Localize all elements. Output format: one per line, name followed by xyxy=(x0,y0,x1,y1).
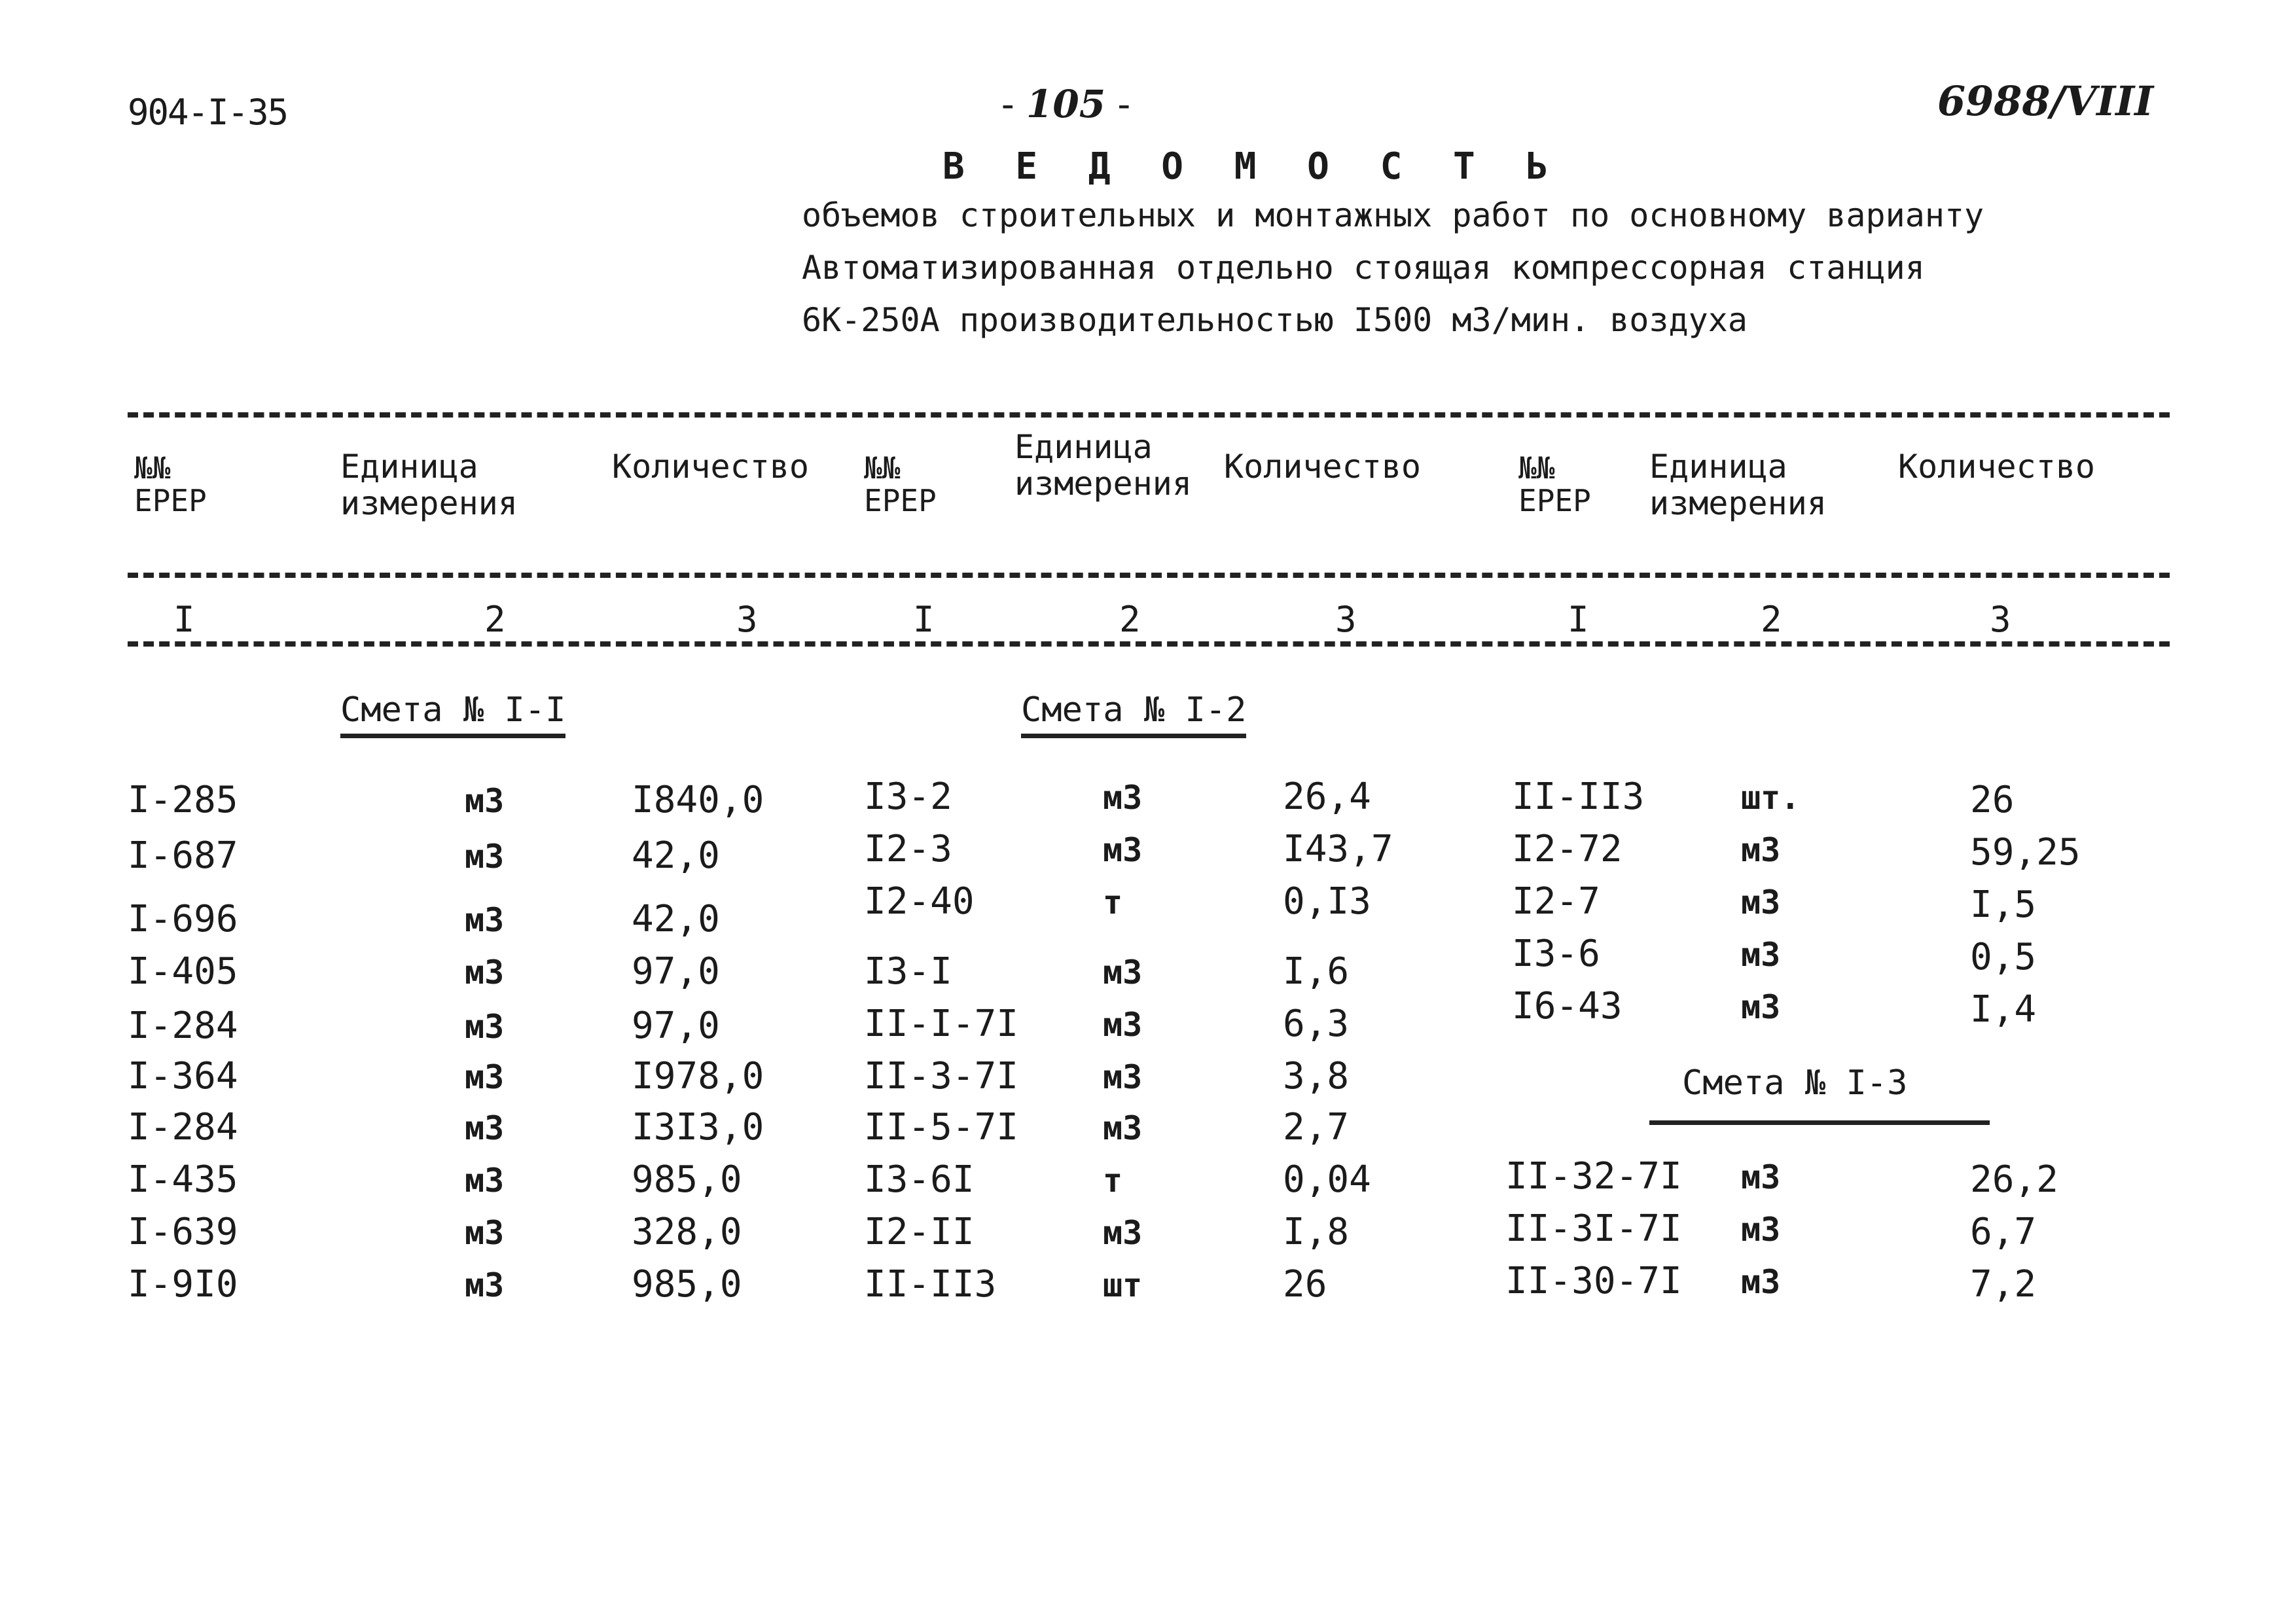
column-number: 3 xyxy=(730,599,764,640)
table-cell-qty: 7,2 xyxy=(1970,1263,2037,1306)
table-cell-code: I2-72 xyxy=(1512,828,1623,870)
table-cell-code: I-696 xyxy=(128,898,238,940)
table-cell-code: I-687 xyxy=(128,834,238,877)
section-title-4-underline xyxy=(1649,1120,1990,1125)
table-cell-code: I2-7 xyxy=(1512,880,1600,923)
table-cell-code: II-3-7I xyxy=(864,1055,1019,1097)
table-cell-qty: 26 xyxy=(1970,779,2015,821)
table-cell-qty: 985,0 xyxy=(632,1158,742,1201)
subtitle-line-1: объемов строительных и монтажных работ по основному варианту xyxy=(802,196,1984,234)
table-cell-unit: м3 xyxy=(1741,831,1781,869)
header-unit-group-2: Единица измерения xyxy=(1014,428,1192,503)
table-cell-code: I3-6 xyxy=(1512,933,1600,975)
table-cell-qty: 42,0 xyxy=(632,898,720,940)
column-number: I xyxy=(1561,599,1596,640)
column-number: 2 xyxy=(478,599,512,640)
table-cell-code: II-II3 xyxy=(1512,776,1645,818)
table-cell-code: I-9I0 xyxy=(128,1263,238,1306)
table-cell-qty: I840,0 xyxy=(632,779,764,821)
table-cell-code: I-639 xyxy=(128,1211,238,1253)
table-cell-code: I-284 xyxy=(128,1005,238,1047)
table-cell-code: II-32-7I xyxy=(1505,1155,1682,1198)
table-cell-unit: м3 xyxy=(1741,883,1781,921)
table-cell-qty: 985,0 xyxy=(632,1263,742,1306)
archive-number: 6988/VIII xyxy=(1937,77,2154,125)
table-cell-qty: 0,I3 xyxy=(1283,880,1371,923)
header-qty-group-2: Количество xyxy=(1224,448,1422,486)
table-cell-qty: 6,7 xyxy=(1970,1211,2037,1253)
table-cell-code: I-405 xyxy=(128,950,238,993)
table-cell-unit: м3 xyxy=(1741,936,1781,974)
header-code-group-2: №№ ЕРЕР xyxy=(864,450,937,518)
table-cell-qty: I,8 xyxy=(1283,1211,1350,1253)
table-cell-unit: м3 xyxy=(465,901,505,939)
table-cell-code: I6-43 xyxy=(1512,985,1623,1027)
table-cell-code: I2-II xyxy=(864,1211,975,1253)
column-number: 3 xyxy=(1983,599,2018,640)
table-cell-unit: м3 xyxy=(1103,1109,1143,1147)
page-number: 105 xyxy=(1026,82,1106,126)
table-cell-unit: м3 xyxy=(465,954,505,991)
column-number-rule xyxy=(128,641,2170,647)
page-number-block: - 105 - xyxy=(1001,82,1131,126)
table-cell-qty: 42,0 xyxy=(632,834,720,877)
column-number: I xyxy=(906,599,941,640)
table-cell-code: I-285 xyxy=(128,779,238,821)
section-title-4: Смета № I-3 xyxy=(1682,1063,1908,1103)
table-cell-code: I2-40 xyxy=(864,880,975,923)
column-number: 2 xyxy=(1754,599,1789,640)
table-cell-unit: м3 xyxy=(465,782,505,820)
table-cell-unit: м3 xyxy=(1103,1214,1143,1252)
table-cell-unit: м3 xyxy=(465,1214,505,1252)
table-cell-unit: м3 xyxy=(465,1162,505,1200)
table-cell-code: I3-2 xyxy=(864,776,952,818)
table-cell-qty: 26,4 xyxy=(1283,776,1371,818)
table-cell-qty: I3I3,0 xyxy=(632,1106,764,1149)
table-cell-qty: 59,25 xyxy=(1970,831,2081,874)
table-header-rule xyxy=(128,573,2170,578)
table-cell-code: II-5-7I xyxy=(864,1106,1019,1149)
section-title-1: Смета № I-I xyxy=(340,690,565,738)
subtitle-line-3: 6К-250А производительностью I500 м3/мин. воздуха xyxy=(802,301,1748,339)
table-cell-unit: м3 xyxy=(465,838,505,876)
table-cell-unit: м3 xyxy=(1741,1263,1781,1301)
table-cell-unit: шт xyxy=(1103,1266,1143,1304)
table-cell-qty: I978,0 xyxy=(632,1055,764,1097)
column-number: 2 xyxy=(1113,599,1147,640)
table-cell-unit: м3 xyxy=(1103,779,1143,817)
document-title: В Е Д О М О С Т Ь xyxy=(942,145,1563,188)
header-unit-group-1: Единица измерения xyxy=(340,448,518,522)
table-cell-unit: м3 xyxy=(1741,1158,1781,1196)
table-cell-unit: м3 xyxy=(1741,1211,1781,1249)
section-title-2: Смета № I-2 xyxy=(1021,690,1246,738)
table-cell-code: I3-6I xyxy=(864,1158,975,1201)
table-cell-unit: м3 xyxy=(1741,988,1781,1026)
table-cell-unit: шт. xyxy=(1741,779,1801,817)
table-cell-qty: I,4 xyxy=(1970,988,2037,1031)
table-cell-qty: 97,0 xyxy=(632,1005,720,1047)
document-code: 904-I-35 xyxy=(128,92,288,133)
table-cell-code: II-II3 xyxy=(864,1263,997,1306)
table-cell-unit: м3 xyxy=(465,1058,505,1096)
table-cell-code: II-I-7I xyxy=(864,1003,1019,1045)
header-code-group-1: №№ ЕРЕР xyxy=(134,450,207,518)
table-cell-unit: т xyxy=(1103,1162,1123,1200)
table-cell-qty: 2,7 xyxy=(1283,1106,1350,1149)
table-cell-code: I-364 xyxy=(128,1055,238,1097)
table-cell-code: II-3I-7I xyxy=(1505,1207,1682,1250)
table-cell-unit: м3 xyxy=(1103,1006,1143,1044)
column-number: I xyxy=(167,599,202,640)
table-cell-unit: м3 xyxy=(1103,1058,1143,1096)
table-cell-unit: м3 xyxy=(465,1109,505,1147)
table-top-rule xyxy=(128,412,2170,418)
table-cell-qty: 3,8 xyxy=(1283,1055,1350,1097)
table-cell-unit: м3 xyxy=(465,1266,505,1304)
header-unit-group-3: Единица измерения xyxy=(1649,448,1827,522)
table-cell-qty: 26 xyxy=(1283,1263,1327,1306)
table-cell-qty: I,6 xyxy=(1283,950,1350,993)
table-cell-code: II-30-7I xyxy=(1505,1260,1682,1302)
table-cell-qty: 0,04 xyxy=(1283,1158,1371,1201)
subtitle-line-2: Автоматизированная отдельно стоящая компрессорная станция xyxy=(802,249,1925,287)
header-qty-group-1: Количество xyxy=(612,448,810,486)
table-cell-code: I-435 xyxy=(128,1158,238,1201)
table-cell-qty: I43,7 xyxy=(1283,828,1393,870)
table-cell-code: I2-3 xyxy=(864,828,952,870)
table-cell-qty: 0,5 xyxy=(1970,936,2037,978)
table-cell-unit: м3 xyxy=(1103,831,1143,869)
table-cell-code: I-284 xyxy=(128,1106,238,1149)
table-cell-code: I3-I xyxy=(864,950,952,993)
header-qty-group-3: Количество xyxy=(1898,448,2096,486)
table-cell-unit: т xyxy=(1103,883,1123,921)
table-cell-unit: м3 xyxy=(1103,954,1143,991)
table-cell-qty: 97,0 xyxy=(632,950,720,993)
table-cell-qty: 6,3 xyxy=(1283,1003,1350,1045)
table-cell-unit: м3 xyxy=(465,1008,505,1046)
column-number: 3 xyxy=(1329,599,1363,640)
table-cell-qty: I,5 xyxy=(1970,883,2037,926)
table-cell-qty: 26,2 xyxy=(1970,1158,2058,1201)
header-code-group-3: №№ ЕРЕР xyxy=(1518,450,1591,518)
table-cell-qty: 328,0 xyxy=(632,1211,742,1253)
